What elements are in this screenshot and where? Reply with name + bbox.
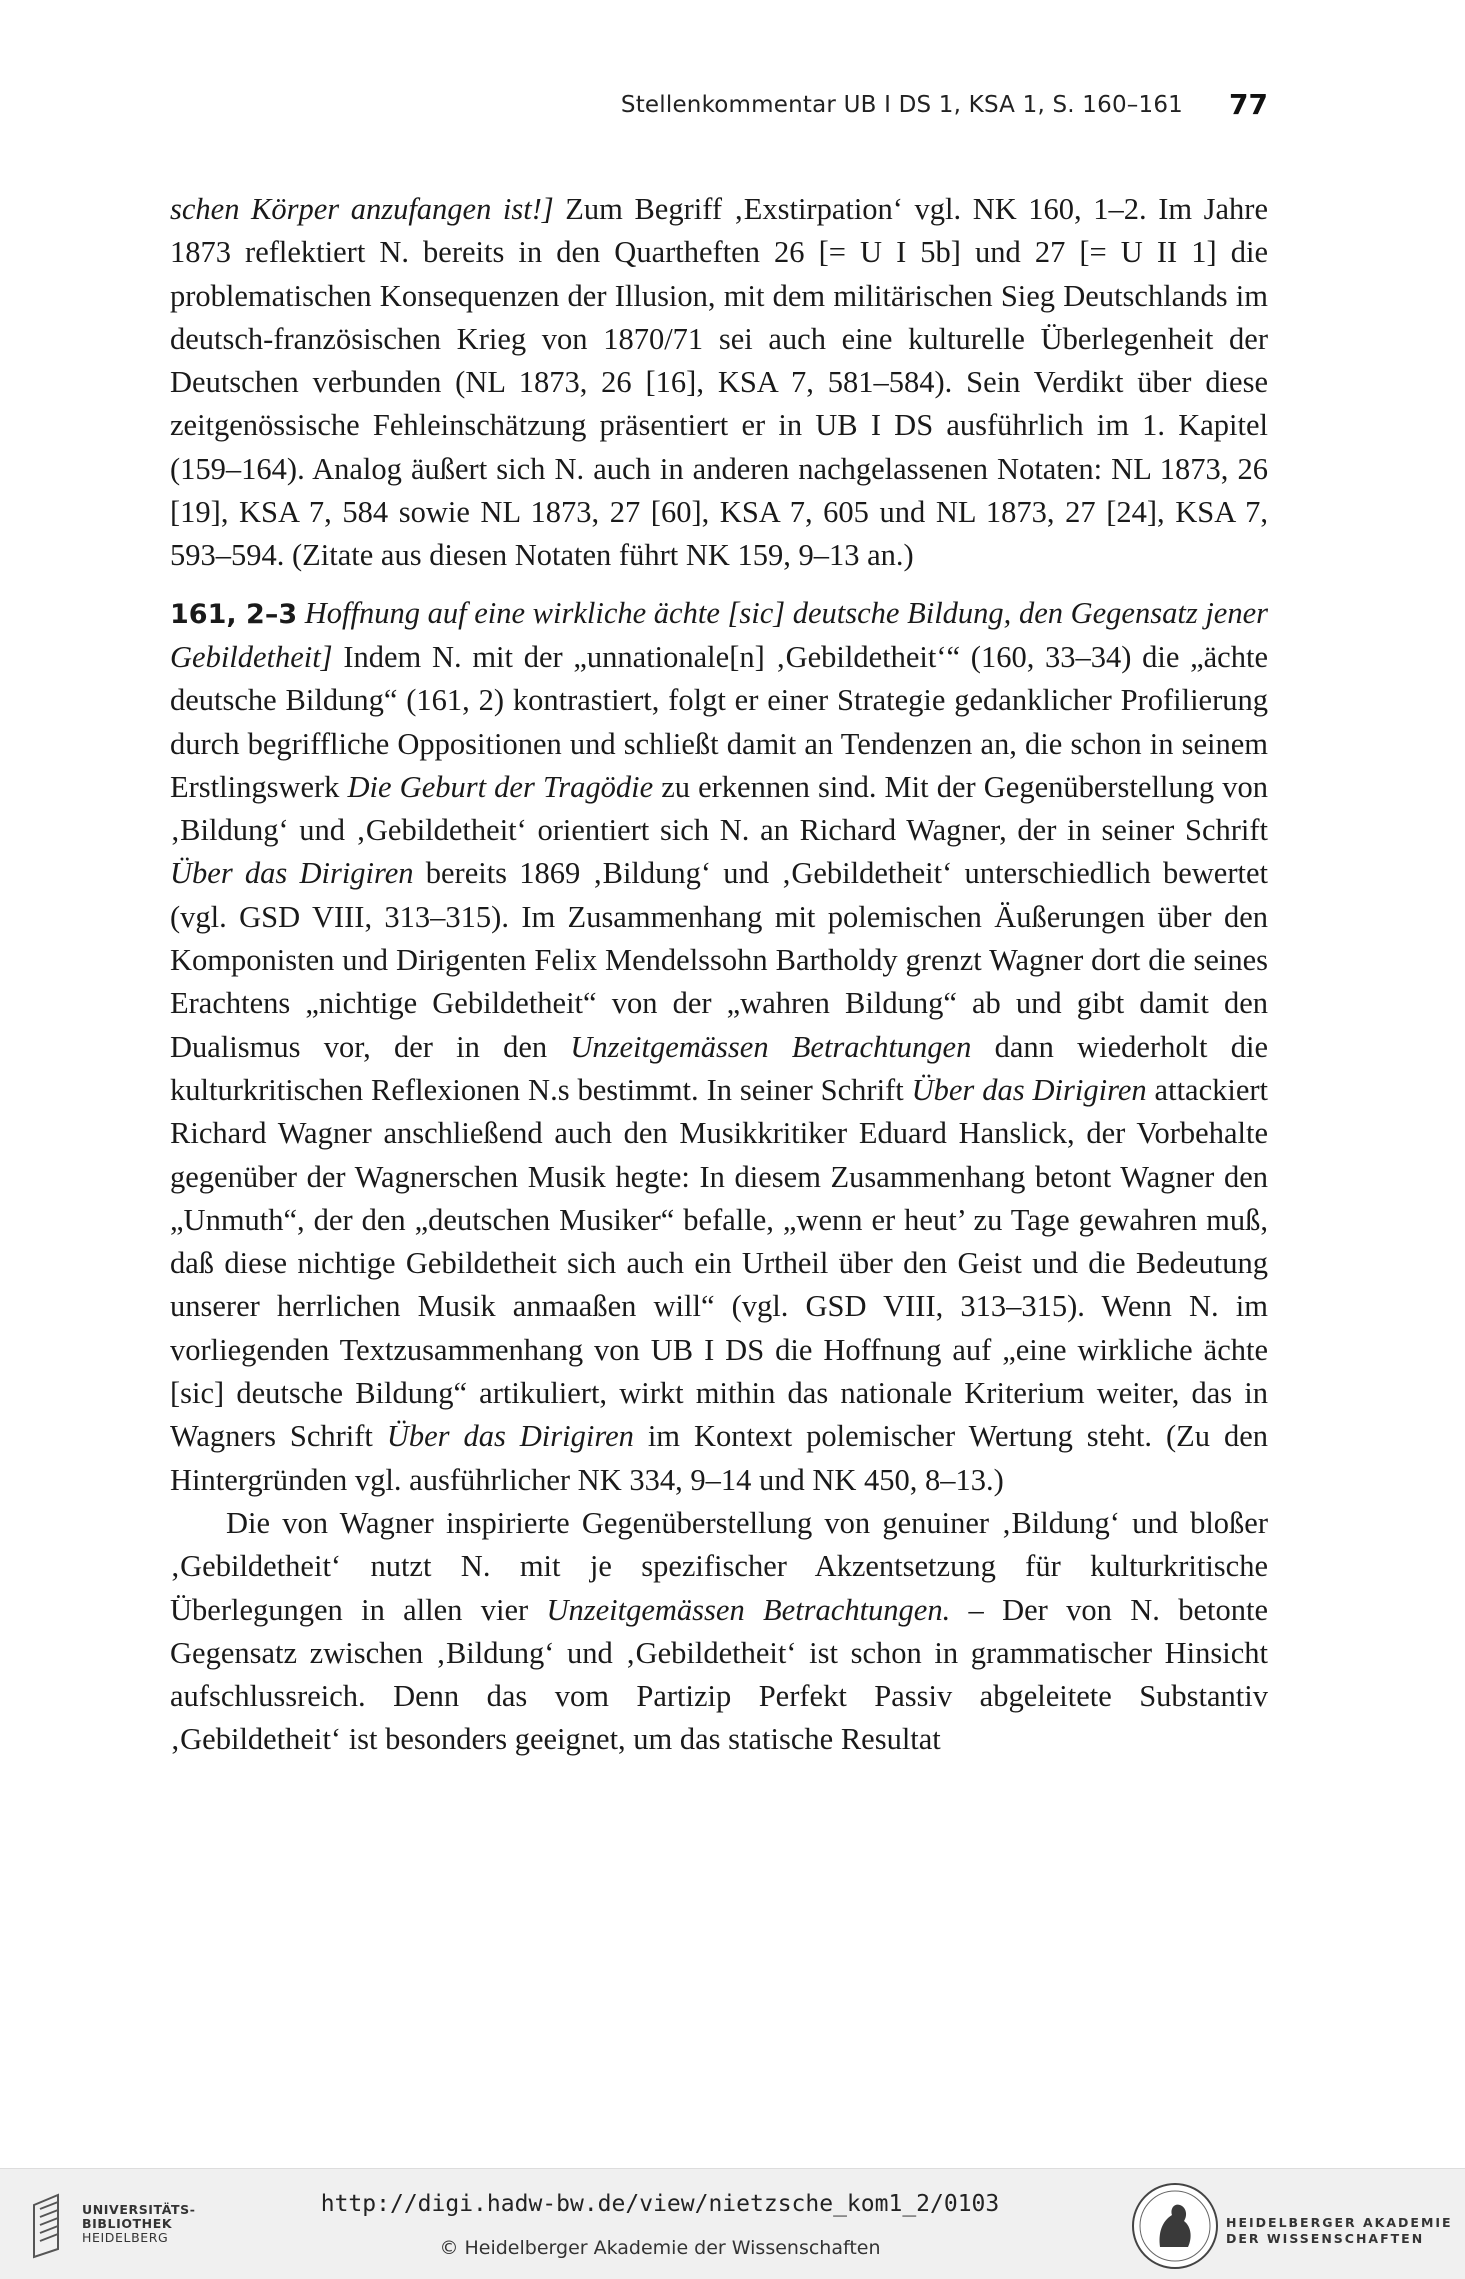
academy-name: HEIDELBERGER AKADEMIE DER WISSENSCHAFTEN	[1226, 2215, 1453, 2246]
text-run: dann wiederholt die kulturkritischen Reflexionen N.s bestimmt. In seiner Schrift	[170, 1029, 1268, 1107]
commentary-paragraph	[170, 592, 1268, 1502]
italic-text: Hoffnung auf eine wirkliche ächte [sic] deutsche Bildung, den Gegensatz jener Gebildetheit]	[170, 595, 1268, 674]
italic-text: Über das Dirigiren	[911, 1072, 1147, 1107]
italic-text: schen Körper anzufangen ist!]	[170, 192, 554, 226]
permalink-url[interactable]: http://digi.hadw-bw.de/view/nietzsche_kom1_2/0103	[320, 2191, 1000, 2217]
digitization-footer	[0, 2168, 1465, 2279]
italic-text: Unzeitgemässen Betrachtungen.	[546, 1592, 951, 1627]
commentary-paragraph	[170, 1502, 1268, 1762]
italic-text: Die Geburt der Tragödie	[347, 769, 654, 804]
copyright-notice: © Heidelberger Akademie der Wissenschaften	[439, 2237, 881, 2259]
text-run	[297, 596, 305, 630]
academy-seal-icon	[1130, 2181, 1220, 2271]
commentary-paragraph	[170, 188, 1268, 578]
running-head: Stellenkommentar UB I DS 1, KSA 1, S. 160–161	[620, 92, 1183, 118]
page-number: 77	[1229, 88, 1268, 121]
text-run: im Kontext polemischer Wertung steht. (Zu den Hintergründen vgl. ausführlicher NK 334, 9–14 und NK 450, 8–13.)	[170, 1419, 1268, 1497]
text-run: Die von Wagner inspirierte Gegenüberstellung von genuiner ‚Bildung‘ und bloßer ‚Gebildetheit‘ nutzt N. mit je spezifischer Akzentsetzung für kulturkritische Überlegungen in allen vier	[170, 1505, 1268, 1627]
commentary-body	[170, 188, 1268, 1762]
italic-text: Unzeitgemässen Betrachtungen	[570, 1029, 972, 1064]
italic-text: Über das Dirigiren	[386, 1419, 634, 1454]
text-run: Indem N. mit der „unnationale[n] ‚Gebildetheit‘“ (160, 33–34) die „ächte deutsche Bildung“ (161, 2) kontrastiert, folgt er einer Strategie gedanklicher Profilierung durch begriffliche Oppositionen und schließt damit an Tendenzen an, die schon in seinem Erstlingswerk	[170, 639, 1268, 804]
text-run: – Der von N. betonte Gegensatz zwischen ‚Bildung‘ und ‚Gebildetheit‘ ist schon in grammatischer Hinsicht aufschlussreich. Denn das vom Partizip Perfekt Passiv abgeleitete Substantiv ‚Gebildetheit‘ ist besonders geeignet, um das statische Resultat	[170, 1592, 1268, 1757]
page-header	[170, 88, 1268, 132]
lemma-reference: 161, 2–3	[170, 598, 298, 630]
university-library-name: UNIVERSITÄTS- BIBLIOTHEK HEIDELBERG	[82, 2202, 196, 2245]
text-run: bereits 1869 ‚Bildung‘ und ‚Gebildetheit‘ unterschiedlich bewertet (vgl. GSD VIII, 313–315). Im Zusammenhang mit polemischen Äußerungen über den Komponisten und Dirigenten Felix Mendelssohn Bartholdy grenzt Wagner dort die seines Erachtens „nichtige Gebildetheit“ von der „wahren Bildung“ ab und gibt damit den Dualismus vor, der in den	[170, 856, 1268, 1064]
text-run: zu erkennen sind. Mit der Gegenüberstellung von ‚Bildung‘ und ‚Gebildetheit‘ orientiert sich N. an Richard Wagner, der in seiner Schrift	[170, 769, 1268, 848]
italic-text: Über das Dirigiren	[170, 856, 414, 891]
text-run: Zum Begriff ‚Exstirpation‘ vgl. NK 160, 1–2. Im Jahre 1873 reflektiert N. bereits in den Quartheften 26 [= U I 5b] und 27 [= U II 1] die problematischen Konsequenzen der Illusion, mit dem militärischen Sieg Deutschlands im deutsch-französischen Krieg von 1870/71 sei auch eine kulturelle Überlegenheit der Deutschen verbunden (NL 1873, 26 [16], KSA 7, 581–584). Sein Verdikt über diese zeitgenössische Fehleinschätzung präsentiert er in UB I DS ausführlich im 1. Kapitel (159–164). Analog äußert sich N. auch in anderen nachgelassenen Notaten: NL 1873, 26 [19], KSA 7, 584 sowie NL 1873, 27 [60], KSA 7, 605 und NL 1873, 27 [24], KSA 7, 593–594. (Zitate aus diesen Notaten führt NK 159, 9–13 an.)	[170, 192, 1268, 573]
text-run: attackiert Richard Wagner anschließend auch den Musikkritiker Eduard Hanslick, der Vorbehalte gegenüber der Wagnerschen Musik hegte: In diesem Zusammenhang betont Wagner den „Unmuth“, der den „deutschen Musiker“ befalle, „wenn er heut’ zu Tage gewahren muß, daß diese nichtige Gebildetheit sich auch ein Urtheil über den Geist und die Bedeutung unserer herrlichen Musik anmaaßen will“ (vgl. GSD VIII, 313–315). Wenn N. im vorliegenden Textzusammenhang von UB I DS die Hoffnung auf „eine wirkliche ächte [sic] deutsche Bildung“ artikuliert, wirkt mithin das nationale Kriterium weiter, das in Wagners Schrift	[170, 1072, 1269, 1454]
